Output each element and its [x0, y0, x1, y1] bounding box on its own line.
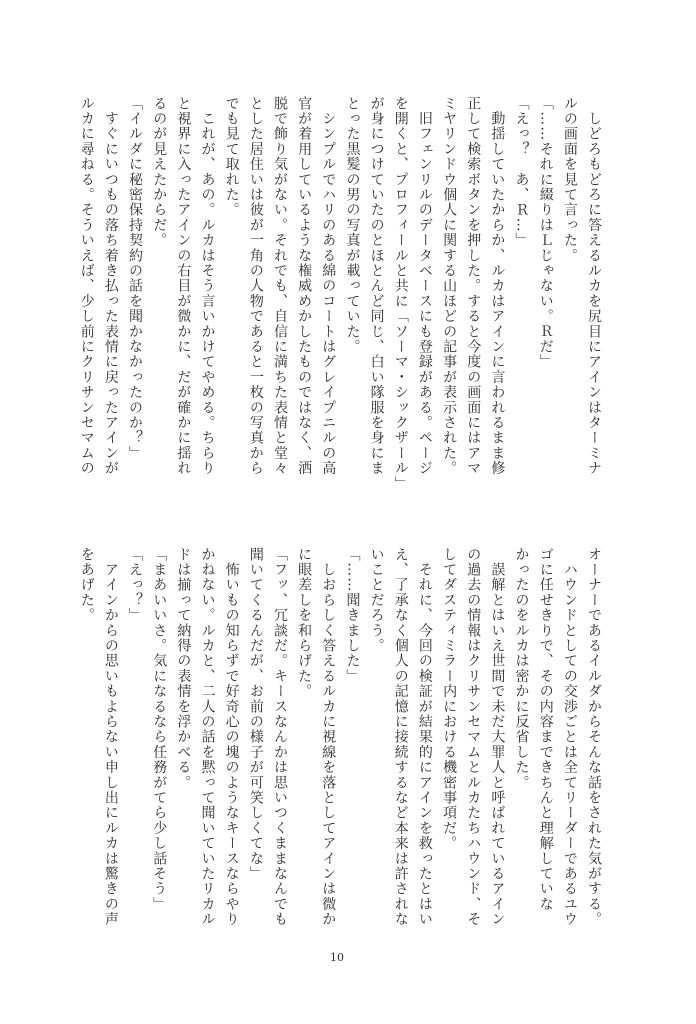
text-column: え、了承なく個人の記憶に接続するなど本来は許されな [392, 547, 409, 927]
text-column: 「まあいいさ。気になるなら任務がてら少し話そう」 [151, 547, 168, 912]
text-column: ハウンドとしての交渉ごとは全てリーダーであるユウ [561, 547, 578, 927]
text-column: シンプルでハリのある綿のコートはグレイプニルの高 [320, 96, 337, 476]
text-column: ミヤリンドウ個人に関する山ほどの記事が表示された。 [441, 96, 458, 476]
text-column: オーナーであるイルダからそんな話をされた気がする。 [586, 547, 602, 927]
text-column: 「えっ？ あ、Ｒ…」 [513, 96, 530, 248]
text-column: 旧フェンリルのデータベースにも登録がある。ページ [416, 96, 433, 476]
text-column: とった黒髪の男の写真が載っていた。 [344, 96, 361, 355]
text-column: ルの画面を見て言った。 [561, 96, 578, 264]
text-column: とした居住いは彼が一角の人物であると一枚の写真から [247, 96, 264, 476]
page-number: 10 [330, 951, 344, 964]
text-column: を開くと、プロフィールと共に「ソーマ・シックザール」 [392, 96, 409, 492]
text-column: 「……聞きました」 [344, 547, 361, 684]
text-column: の過去の情報はクリサンセマムとルカたちハウンド、そ [465, 547, 482, 927]
text-column: 「えっ？」 [127, 547, 144, 623]
text-column: でも見て取れた。 [223, 96, 240, 218]
text-column: 「イルダに秘密保持契約の話を聞かなかったのか？」 [127, 96, 144, 461]
text-column: 「フッ、冗談だ。キースなんかは思いつくままなんでも [271, 547, 288, 927]
text-column: に眼差しを和らげた。 [296, 547, 313, 699]
text-column: をあげた。 [78, 547, 95, 623]
text-column: 正して検索ボタンを押した。すると今度の画面にはアマ [465, 96, 482, 476]
text-column: これが、あの。ルカはそう言いかけてやめる。ちらり [199, 96, 216, 476]
text-column: と視界に入ったアインの右目が微かに、だが確かに揺れ [175, 96, 192, 476]
text-column: 動揺していたからか、ルカはアインに言われるまま修 [489, 96, 506, 476]
text-column: が身につけていたのとほとんど同じ、白い隊服を身にま [368, 96, 385, 476]
text-block-bottom [75, 547, 606, 939]
text-column: ドは揃って納得の表情を浮かべる。 [175, 547, 192, 791]
text-column: 聞いてくるんだが、お前の様子が可笑しくてな」 [247, 547, 264, 882]
text-block-top [75, 96, 606, 492]
text-column: それに、今回の検証が結果的にアインを救ったとはい [416, 547, 433, 927]
text-column: しどろもどろに答えるルカを尻目にアインはターミナ [586, 96, 602, 476]
text-column: しおらしく答えるルカに視線を落としてアインは微か [320, 547, 337, 927]
text-column: かったのをルカは密かに反省した。 [513, 547, 530, 791]
text-column: アインからの思いもよらない申し出にルカは驚きの声 [102, 547, 119, 927]
text-column: るのが見えたからだ。 [151, 96, 168, 248]
text-column: 「……それに綴りはＬじゃない。Ｒだ」 [537, 96, 554, 370]
text-column: かねない。ルカと、二人の話を黙って聞いていたリカル [199, 547, 216, 927]
text-column: 官が着用しているような権威めかしたものではなく、洒 [296, 96, 313, 476]
text-column: 誤解とはいえ世間で未だ大罪人と呼ばれているアイン [489, 547, 506, 927]
text-column: してダスティミラー内における機密事項だ。 [441, 547, 458, 851]
text-column: ゴに任せきりで、その内容まできちんと理解していな [537, 547, 554, 912]
text-column: すぐにいつもの落ち着き払った表情に戻ったアインが [102, 96, 119, 476]
text-column: 脱で飾り気がない。それでも、自信に満ちた表情と堂々 [271, 96, 288, 476]
text-column: 怖いもの知らずで好奇心の塊のようなキースならやり [223, 547, 240, 927]
text-column: ルカに尋ねる。そういえば、少し前にクリサンセマムの [78, 96, 95, 476]
text-column: いことだろう。 [368, 547, 385, 654]
